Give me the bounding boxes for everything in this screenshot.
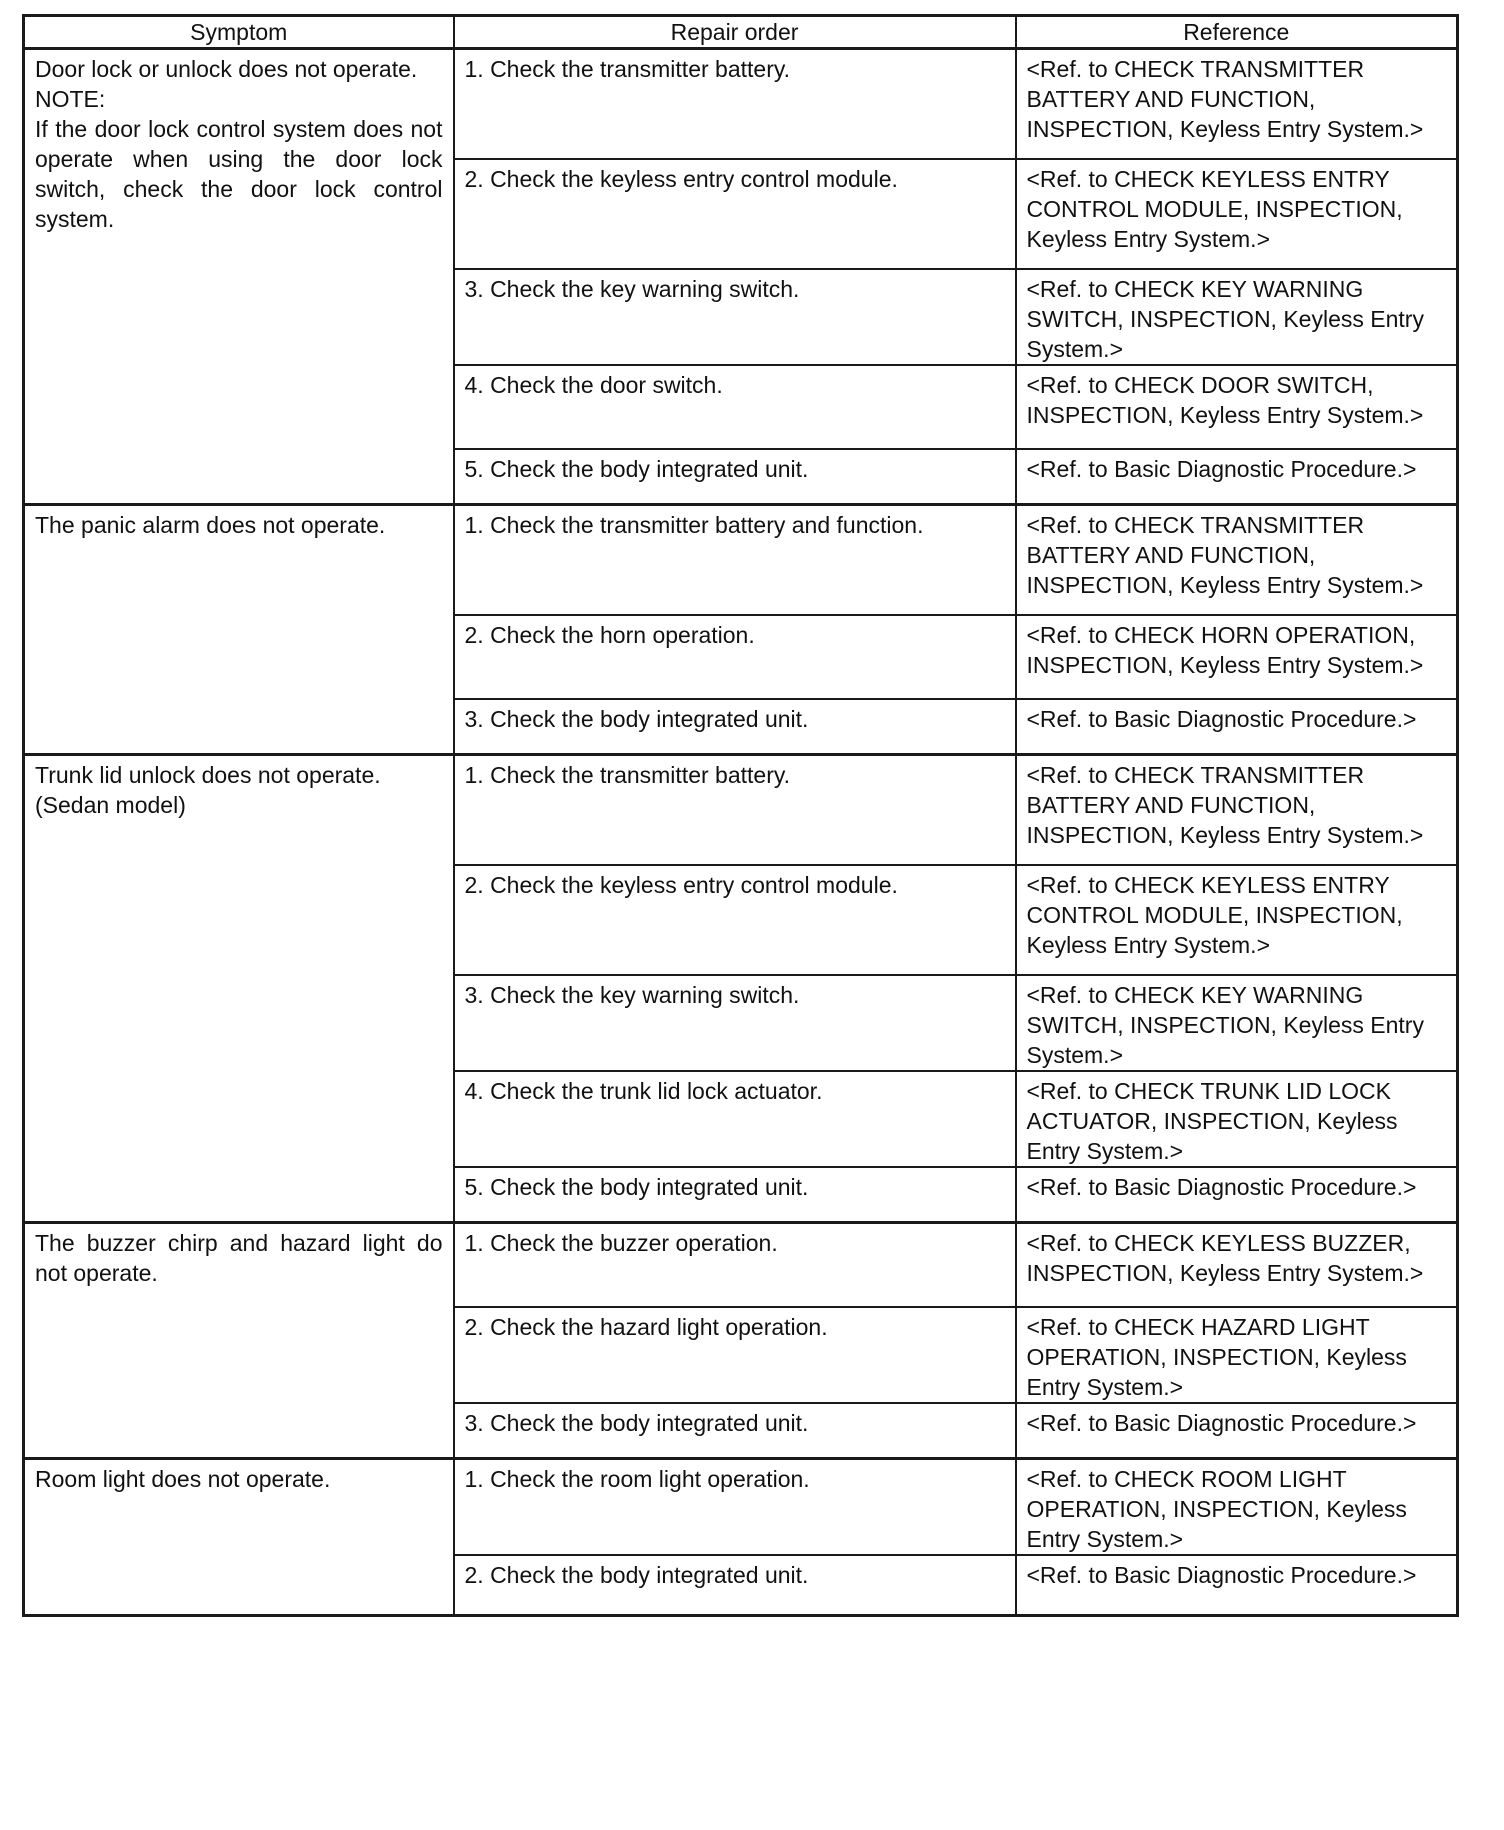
repair-order-cell: 2. Check the hazard light operation. [454,1307,1016,1403]
reference-cell: <Ref. to CHECK HORN OPERATION, INSPECTION, Keyless Entry System.> [1016,615,1458,699]
repair-order-cell: 4. Check the trunk lid lock actuator. [454,1071,1016,1167]
symptom-note-label: NOTE: [35,86,106,112]
symptom-text: Room light does not operate. [35,1466,331,1492]
repair-order-cell: 1. Check the room light operation. [454,1459,1016,1556]
table-row [24,49,1458,159]
table-row [24,1223,1458,1307]
symptom-note-text: If the door lock control system does not operate when using the door lock switch, check the door lock control system. [35,116,443,232]
symptom-text: The panic alarm does not operate. [35,512,386,538]
table-body [24,49,1458,1616]
reference-cell: <Ref. to CHECK TRANSMITTER BATTERY AND FUNCTION, INSPECTION, Keyless Entry System.> [1016,49,1458,159]
repair-order-cell: 3. Check the body integrated unit. [454,1403,1016,1459]
reference-cell: <Ref. to CHECK KEY WARNING SWITCH, INSPECTION, Keyless Entry System.> [1016,975,1458,1071]
repair-order-cell: 3. Check the key warning switch. [454,975,1016,1071]
reference-cell: <Ref. to Basic Diagnostic Procedure.> [1016,449,1458,505]
reference-cell: <Ref. to CHECK ROOM LIGHT OPERATION, INSPECTION, Keyless Entry System.> [1016,1459,1458,1556]
symptom-cell [24,1459,454,1616]
reference-cell: <Ref. to Basic Diagnostic Procedure.> [1016,1555,1458,1615]
repair-order-cell: 1. Check the buzzer operation. [454,1223,1016,1307]
repair-order-cell: 5. Check the body integrated unit. [454,1167,1016,1223]
reference-cell: <Ref. to CHECK KEYLESS ENTRY CONTROL MODULE, INSPECTION, Keyless Entry System.> [1016,159,1458,269]
reference-cell: <Ref. to CHECK HAZARD LIGHT OPERATION, INSPECTION, Keyless Entry System.> [1016,1307,1458,1403]
symptom-text: Trunk lid unlock does not operate. [35,762,381,788]
repair-order-cell: 1. Check the transmitter battery. [454,755,1016,865]
symptom-text: The buzzer chirp and hazard light do not operate. [35,1230,443,1286]
reference-cell: <Ref. to Basic Diagnostic Procedure.> [1016,699,1458,755]
table-row [24,1459,1458,1556]
repair-order-cell: 2. Check the horn operation. [454,615,1016,699]
table-header [24,16,1458,49]
reference-cell: <Ref. to CHECK DOOR SWITCH, INSPECTION, Keyless Entry System.> [1016,365,1458,449]
reference-cell: <Ref. to CHECK KEY WARNING SWITCH, INSPECTION, Keyless Entry System.> [1016,269,1458,365]
repair-order-cell: 5. Check the body integrated unit. [454,449,1016,505]
repair-order-cell: 3. Check the body integrated unit. [454,699,1016,755]
reference-cell: <Ref. to CHECK TRANSMITTER BATTERY AND FUNCTION, INSPECTION, Keyless Entry System.> [1016,755,1458,865]
repair-order-cell: 4. Check the door switch. [454,365,1016,449]
header-reference: Reference [1016,16,1458,49]
table-row [24,755,1458,865]
diagnosis-table [22,14,1459,1617]
reference-cell: <Ref. to CHECK TRUNK LID LOCK ACTUATOR, INSPECTION, Keyless Entry System.> [1016,1071,1458,1167]
repair-order-cell: 1. Check the transmitter battery. [454,49,1016,159]
header-symptom: Symptom [24,16,454,49]
repair-order-cell: 2. Check the keyless entry control module. [454,865,1016,975]
symptom-cell [24,1223,454,1459]
table-row [24,505,1458,615]
reference-cell: <Ref. to CHECK KEYLESS ENTRY CONTROL MODULE, INSPECTION, Keyless Entry System.> [1016,865,1458,975]
symptom-model-text: (Sedan model) [35,792,186,818]
reference-cell: <Ref. to Basic Diagnostic Procedure.> [1016,1167,1458,1223]
symptom-cell [24,755,454,1223]
repair-order-cell: 3. Check the key warning switch. [454,269,1016,365]
reference-cell: <Ref. to CHECK TRANSMITTER BATTERY AND FUNCTION, INSPECTION, Keyless Entry System.> [1016,505,1458,615]
symptom-cell [24,49,454,505]
reference-cell: <Ref. to CHECK KEYLESS BUZZER, INSPECTION, Keyless Entry System.> [1016,1223,1458,1307]
header-repair-order: Repair order [454,16,1016,49]
symptom-text: Door lock or unlock does not operate. [35,56,418,82]
repair-order-cell: 2. Check the keyless entry control module. [454,159,1016,269]
repair-order-cell: 1. Check the transmitter battery and function. [454,505,1016,615]
repair-order-cell: 2. Check the body integrated unit. [454,1555,1016,1615]
symptom-cell [24,505,454,755]
reference-cell: <Ref. to Basic Diagnostic Procedure.> [1016,1403,1458,1459]
header-row [24,16,1458,49]
